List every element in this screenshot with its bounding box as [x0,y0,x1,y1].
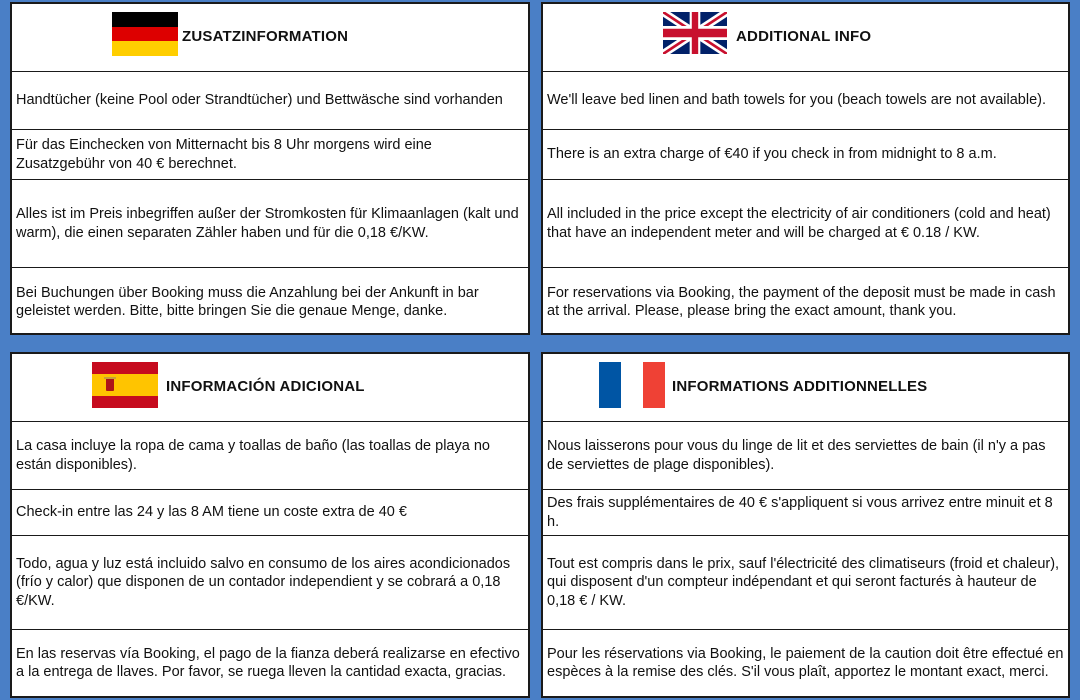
info-row [12,490,528,536]
info-row [543,72,1068,130]
info-panel-german [10,2,530,335]
info-row [12,72,528,130]
info-text: Für das Einchecken von Mitternacht bis 8 Uhr morgens wird eine Zusatzgebühr von 40 € berechnet. [16,137,432,172]
france-flag-icon [599,362,665,408]
info-panel-french [541,352,1070,698]
panel-title: ZUSATZINFORMATION [182,28,349,45]
info-text: For reservations via Booking, the payment of the deposit must be made in cash at the arrival. Please, please bring the exact amount, thank you. [547,284,1056,319]
info-text: Todo, agua y luz está incluido salvo en consumo de los aires acondicionados (frío y calor) que disponen de un contador independient y se cobrará a 0,18 €/KW. [16,555,511,609]
panel-header [543,354,1068,422]
info-panel-english [541,2,1070,335]
info-row [543,422,1068,490]
info-row [12,130,528,180]
info-text: Bei Buchungen über Booking muss die Anzahlung bei der Ankunft in bar geleistet werden. Bitte, bitte bringen Sie die genaue Menge, danke. [16,284,479,319]
panel-title: ADDITIONAL INFO [736,28,872,45]
info-text: La casa incluye la ropa de cama y toallas de baño (las toallas de playa no están disponibles). [16,438,490,473]
info-text: Tout est compris dans le prix, sauf l'électricité des climatiseurs (froid et chaleur), qui disposent d'un compteur indépendant et qui seront facturés à hauteur de 0,18 € / KW. [547,555,1060,609]
info-row [12,536,528,630]
spain-flag-icon [92,362,158,408]
uk-flag-icon [663,12,727,54]
panel-header [543,4,1068,72]
info-panel-spanish [10,352,530,698]
info-text: Alles ist im Preis inbegriffen außer der Stromkosten für Klimaanlagen (kalt und warm), die einen separaten Zähler haben und für die 0,18 €/KW. [16,206,519,241]
info-row [543,180,1068,268]
info-text: We'll leave bed linen and bath towels for you (beach towels are not available). [547,92,1047,109]
info-row [543,630,1068,696]
info-row [12,422,528,490]
info-text: Check-in entre las 24 y las 8 AM tiene un coste extra de 40 € [16,504,407,521]
panel-title: INFORMATIONS ADDITIONNELLES [672,378,928,395]
panel-title: INFORMACIÓN ADICIONAL [166,378,365,395]
info-row [543,130,1068,180]
info-row [543,536,1068,630]
info-row [12,630,528,696]
panel-header [12,4,528,72]
info-text: There is an extra charge of €40 if you check in from midnight to 8 a.m. [547,146,997,163]
info-text: All included in the price except the electricity of air conditioners (cold and heat) that have an independent meter and will be charged at € 0.18 / KW. [547,206,1051,241]
info-text: Des frais supplémentaires de 40 € s'appliquent si vous arrivez entre minuit et 8 h. [547,495,1053,530]
germany-flag-icon [112,12,178,56]
info-text: Nous laisserons pour vous du linge de lit et des serviettes de bain (il n'y a pas de serviettes de plage disponibles). [547,438,1046,473]
panel-header [12,354,528,422]
info-row [12,268,528,336]
info-text: Handtücher (keine Pool oder Strandtücher) und Bettwäsche sind vorhanden [16,92,503,109]
info-row [543,268,1068,336]
info-text: Pour les réservations via Booking, le paiement de la caution doit être effectué en espèces à la remise des clés. S'il vous plaît, apportez le montant exact, merci. [547,645,1064,680]
info-row [12,180,528,268]
info-text: En las reservas vía Booking, el pago de la fianza deberá realizarse en efectivo a la entrega de llaves. Por favor, se ruega lleven la cantidad exacta, gracias. [16,645,520,680]
info-row [543,490,1068,536]
